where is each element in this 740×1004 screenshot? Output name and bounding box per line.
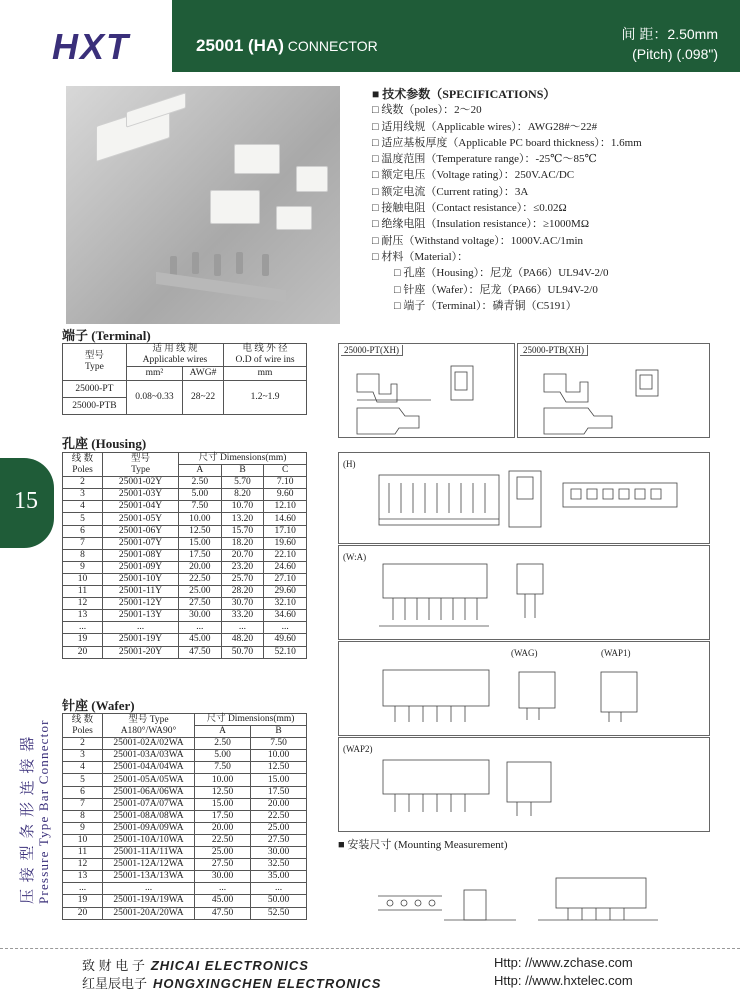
table-cell: 9.60 xyxy=(264,489,307,501)
table-row xyxy=(63,798,307,810)
title-main: 25001 (HA) xyxy=(196,36,284,55)
mounting-heading: ■ 安装尺寸 (Mounting Measurement) xyxy=(338,839,508,851)
table-row xyxy=(63,786,307,798)
table-cell: 12 xyxy=(63,598,103,610)
side-caption xyxy=(4,690,54,910)
terminal-heading: 端子 (Terminal) xyxy=(62,328,151,343)
wafer-table: 线 数 Poles 型号 Type A180°/WA90° 尺寸 Dimensions(mm) A B 2 25001-02A/02WA 2.50 7.50 3 25001-03A/03WA 5.00 10.00 4 25001-04A/04WA 7.50 12.50 5 25001-05A/05WA 10.00 15.00 6 25001-06A/06WA 12.50 17.50 7 25001-07A/07WA 15.00 20.00 8 25001-08A/08WA 17.50 22.50 9 25001-09A/09WA 20.00 25.00 10 25001-10A/10WA 22.50 27.50 11 25001-11A/11WA 25.00 30.00 12 25001-12A/12WA 27.50 32.50 13 25001-13A/13WA 30.00 35.00 ... ... ... ... 19 25001-19A/19WA 45.00 50.00 20 25001-20A/20WA 47.50 52.50 xyxy=(62,713,307,920)
pitch-spec xyxy=(622,24,718,64)
table-cell: 25.00 xyxy=(179,586,222,598)
table-cell: 33.20 xyxy=(221,610,264,622)
table-row xyxy=(63,871,307,883)
drawing-wap1-label: (WAP1) xyxy=(601,648,631,658)
table-cell: 3 xyxy=(63,489,103,501)
table-row xyxy=(63,774,307,786)
table-cell: 25001-12A/12WA xyxy=(103,859,195,871)
table-cell: 25001-13Y xyxy=(103,610,179,622)
table-cell: 10 xyxy=(63,573,103,585)
table-cell: 13 xyxy=(63,610,103,622)
table-row xyxy=(63,907,307,919)
page-header xyxy=(0,0,740,72)
table-cell: 2.50 xyxy=(179,477,222,489)
drawing-wa-label: (W:A) xyxy=(343,552,367,562)
housing-table: 线 数 Poles 型号 Type 尺寸 Dimensions(mm) A B C 2 25001-02Y 2.50 5.70 7.10 3 25001-03Y 5.00 8.20 9.60 4 25001-04Y 7.50 10.70 12.10 5 25001-05Y 10.00 13.20 14.60 6 25001-06Y 12.50 15.70 17.10 7 25001-07Y 15.00 18.20 19.60 8 25001-08Y 17.50 20.70 22.10 9 25001-09Y 20.00 23.20 24.60 10 25001-10Y 22.50 25.70 27.10 11 25001-11Y 25.00 28.20 29.60 12 25001-12Y 27.50 30.70 32.10 13 25001-13Y 30.00 33.20 34.60 ... ... ... ... ... 19 25001-19Y 45.00 48.20 49.60 20 25001-20Y 47.50 50.70 52.10 xyxy=(62,452,307,659)
table-row xyxy=(63,810,307,822)
table-cell: 45.00 xyxy=(195,895,251,907)
side-caption-en: Pressure Type Bar Connector xyxy=(36,719,51,904)
table-row xyxy=(63,501,307,513)
table-cell: 25001-11A/11WA xyxy=(103,847,195,859)
table-cell: 25001-03A/03WA xyxy=(103,750,195,762)
drawing-ptb-svg xyxy=(518,344,709,437)
table-cell: 25001-20Y xyxy=(103,646,179,658)
wafer-heading: 针座 (Wafer) xyxy=(62,698,135,713)
spec-item: □ 绝缘电阻（Insulation resistance）：≥1000MΩ xyxy=(372,218,590,231)
drawing-wap2-svg xyxy=(339,738,709,831)
table-cell: 47.50 xyxy=(195,907,251,919)
table-cell: 5 xyxy=(63,774,103,786)
material-item: □ 孔座（Housing）：尼龙（PA66）UL94V-2/0 xyxy=(394,267,609,280)
table-cell: 12.10 xyxy=(264,501,307,513)
page-number: 15 xyxy=(14,488,38,514)
table-cell: 25.70 xyxy=(221,573,264,585)
table-cell: 20 xyxy=(63,907,103,919)
table-cell: 10.00 xyxy=(195,774,251,786)
terminal-table: 型号 Type 适 用 线 规 Applicable wires 电 线 外 径 O.D of wire ins mm² AWG# mm 25000-PT 0.08~0.33 28~22 1.2~1.9 25000-PTB xyxy=(62,343,307,415)
table-cell: 32.10 xyxy=(264,598,307,610)
drawing-housing xyxy=(338,452,710,544)
table-cell: ... xyxy=(63,622,103,634)
title-sub: CONNECTOR xyxy=(283,38,378,54)
pitch-en: (Pitch) (.098") xyxy=(632,46,718,62)
table-cell: 11 xyxy=(63,847,103,859)
table-cell: 25001-20A/20WA xyxy=(103,907,195,919)
table-cell: 25001-05A/05WA xyxy=(103,774,195,786)
table-cell: 25001-07Y xyxy=(103,537,179,549)
page-footer xyxy=(0,948,740,1004)
table-cell: 25001-04A/04WA xyxy=(103,762,195,774)
table-row xyxy=(63,573,307,585)
pitch-cn: 间 距：2.50mm xyxy=(621,26,718,42)
table-cell: 20.70 xyxy=(221,549,264,561)
mounting-svg xyxy=(338,852,710,942)
drawing-h-svg xyxy=(339,453,709,543)
table-cell: 48.20 xyxy=(221,634,264,646)
table-cell: 25001-11Y xyxy=(103,586,179,598)
table-cell: 8 xyxy=(63,810,103,822)
table-cell: 5.00 xyxy=(195,750,251,762)
table-cell: 52.10 xyxy=(264,646,307,658)
side-caption-cn: 压 接 型 条 形 连 接 器 xyxy=(20,735,36,904)
table-cell: ... xyxy=(251,883,307,895)
table-cell: ... xyxy=(63,883,103,895)
drawing-h-label: (H) xyxy=(343,459,356,469)
website-link-1[interactable]: Http: //www.zchase.com xyxy=(494,955,633,970)
drawing-ptb xyxy=(517,343,710,438)
drawing-wa-svg xyxy=(339,546,709,639)
table-row xyxy=(63,477,307,489)
table-cell: 25001-08Y xyxy=(103,549,179,561)
table-row xyxy=(63,537,307,549)
table-row xyxy=(63,525,307,537)
table-cell: 47.50 xyxy=(179,646,222,658)
table-cell: 50.70 xyxy=(221,646,264,658)
table-cell: 4 xyxy=(63,762,103,774)
table-cell: 20.00 xyxy=(195,822,251,834)
table-row xyxy=(63,895,307,907)
table-cell: 13.20 xyxy=(221,513,264,525)
table-cell: ... xyxy=(179,622,222,634)
table-cell: 10.00 xyxy=(179,513,222,525)
table-row xyxy=(63,834,307,846)
table-cell: 5.00 xyxy=(179,489,222,501)
table-row xyxy=(63,859,307,871)
table-cell: 24.60 xyxy=(264,561,307,573)
table-cell: 9 xyxy=(63,561,103,573)
spec-item: □ 适应基板厚度（Applicable PC board thickness）：1.6mm xyxy=(372,136,642,149)
table-cell: 7 xyxy=(63,537,103,549)
table-cell: 2.50 xyxy=(195,738,251,750)
table-cell: 15.00 xyxy=(251,774,307,786)
table-cell: 25001-19Y xyxy=(103,634,179,646)
table-row xyxy=(63,549,307,561)
table-cell: 6 xyxy=(63,786,103,798)
drawing-pt-svg xyxy=(339,344,514,437)
table-cell: 10.00 xyxy=(251,750,307,762)
table-cell: 22.10 xyxy=(264,549,307,561)
table-cell: 25001-02Y xyxy=(103,477,179,489)
table-cell: 25001-02A/02WA xyxy=(103,738,195,750)
table-cell: 12 xyxy=(63,859,103,871)
brand-logo: HXT xyxy=(52,26,130,67)
table-cell: 11 xyxy=(63,586,103,598)
table-cell: 15.00 xyxy=(179,537,222,549)
table-cell: 12.50 xyxy=(251,762,307,774)
table-cell: 25001-05Y xyxy=(103,513,179,525)
table-row xyxy=(63,738,307,750)
table-cell: ... xyxy=(195,883,251,895)
table-cell: ... xyxy=(221,622,264,634)
table-cell: 45.00 xyxy=(179,634,222,646)
table-cell: 14.60 xyxy=(264,513,307,525)
table-cell: 6 xyxy=(63,525,103,537)
table-cell: 25001-19A/19WA xyxy=(103,895,195,907)
table-cell: 19.60 xyxy=(264,537,307,549)
table-row xyxy=(63,586,307,598)
table-cell: 28.20 xyxy=(221,586,264,598)
table-cell: 30.00 xyxy=(251,847,307,859)
table-cell: 23.20 xyxy=(221,561,264,573)
spec-item: □ 线数（poles）：2～20 xyxy=(372,104,482,117)
drawing-ptb-label: 25000-PTB(XH) xyxy=(520,345,588,356)
table-cell: 19 xyxy=(63,895,103,907)
table-cell: 10.70 xyxy=(221,501,264,513)
table-cell: 19 xyxy=(63,634,103,646)
table-cell: 35.00 xyxy=(251,871,307,883)
table-cell: 8.20 xyxy=(221,489,264,501)
table-cell: 12.50 xyxy=(195,786,251,798)
table-cell: 3 xyxy=(63,750,103,762)
product-photo xyxy=(66,86,340,324)
table-cell: 9 xyxy=(63,822,103,834)
table-cell: 20.00 xyxy=(251,798,307,810)
table-cell: 20 xyxy=(63,646,103,658)
table-cell: 17.50 xyxy=(179,549,222,561)
table-cell: 25001-09Y xyxy=(103,561,179,573)
table-cell: 15.70 xyxy=(221,525,264,537)
table-cell: 25001-07A/07WA xyxy=(103,798,195,810)
table-row xyxy=(63,847,307,859)
drawing-wap2-label: (WAP2) xyxy=(343,744,373,754)
table-row xyxy=(63,634,307,646)
table-cell: 49.60 xyxy=(264,634,307,646)
table-cell: 2 xyxy=(63,738,103,750)
table-cell: 25001-10A/10WA xyxy=(103,834,195,846)
spec-item: □ 接触电阻（Contact resistance）：≤0.02Ω xyxy=(372,202,567,215)
table-row xyxy=(63,750,307,762)
table-row xyxy=(63,513,307,525)
table-cell: 5 xyxy=(63,513,103,525)
table-cell: 7.50 xyxy=(179,501,222,513)
table-cell: 7 xyxy=(63,798,103,810)
table-cell: 18.20 xyxy=(221,537,264,549)
table-row xyxy=(63,598,307,610)
table-cell: 25001-09A/09WA xyxy=(103,822,195,834)
table-cell: 34.60 xyxy=(264,610,307,622)
table-row xyxy=(63,883,307,895)
table-cell: ... xyxy=(103,883,195,895)
drawing-wap2 xyxy=(338,737,710,832)
spec-item: □ 适用线规（Applicable wires）：AWG28#～22# xyxy=(372,120,598,133)
table-cell: 25001-12Y xyxy=(103,598,179,610)
table-cell: 15.00 xyxy=(195,798,251,810)
table-cell: 12.50 xyxy=(179,525,222,537)
page-number-tab xyxy=(0,458,54,548)
table-cell: 25001-04Y xyxy=(103,501,179,513)
table-row xyxy=(63,622,307,634)
table-cell: 30.00 xyxy=(179,610,222,622)
mounting-section xyxy=(338,836,710,944)
website-link-2[interactable]: Http: //www.hxtelec.com xyxy=(494,973,633,988)
table-cell: 17.50 xyxy=(251,786,307,798)
specs-heading: ■ 技术参数（SPECIFICATIONS） xyxy=(372,87,556,101)
material-item: □ 端子（Terminal）：磷青铜（C5191） xyxy=(394,299,577,312)
table-cell: 7.10 xyxy=(264,477,307,489)
table-cell: 25001-08A/08WA xyxy=(103,810,195,822)
table-cell: 17.50 xyxy=(195,810,251,822)
table-cell: 52.50 xyxy=(251,907,307,919)
table-cell: 29.60 xyxy=(264,586,307,598)
table-row xyxy=(63,762,307,774)
specifications xyxy=(372,86,732,314)
table-cell: ... xyxy=(264,622,307,634)
page-title xyxy=(196,36,378,56)
table-cell: 13 xyxy=(63,871,103,883)
table-cell: 30.00 xyxy=(195,871,251,883)
spec-item: □ 额定电压（Voltage rating）：250V.AC/DC xyxy=(372,169,575,182)
table-cell: 7.50 xyxy=(195,762,251,774)
table-cell: 27.50 xyxy=(251,834,307,846)
table-cell: 8 xyxy=(63,549,103,561)
table-cell: 27.50 xyxy=(195,859,251,871)
table-cell: 22.50 xyxy=(251,810,307,822)
table-cell: 25001-10Y xyxy=(103,573,179,585)
table-row xyxy=(63,646,307,658)
table-cell: 50.00 xyxy=(251,895,307,907)
table-cell: 2 xyxy=(63,477,103,489)
table-cell: 22.50 xyxy=(179,573,222,585)
drawing-wag-label: (WAG) xyxy=(511,648,538,658)
table-cell: 5.70 xyxy=(221,477,264,489)
spec-item: □ 材料（Material）： xyxy=(372,250,469,263)
table-row xyxy=(63,489,307,501)
table-cell: 27.50 xyxy=(179,598,222,610)
table-cell: 4 xyxy=(63,501,103,513)
material-item: □ 针座（Wafer）：尼龙（PA66）UL94V-2/0 xyxy=(394,283,598,296)
table-cell: 7.50 xyxy=(251,738,307,750)
table-cell: 32.50 xyxy=(251,859,307,871)
drawing-wag xyxy=(338,641,710,736)
drawing-wa xyxy=(338,545,710,640)
table-cell: 25001-06A/06WA xyxy=(103,786,195,798)
table-row xyxy=(63,822,307,834)
table-cell: 22.50 xyxy=(195,834,251,846)
drawing-pt xyxy=(338,343,515,438)
spec-item: □ 温度范围（Temperature range）：-25℃～85℃ xyxy=(372,153,597,166)
table-row xyxy=(63,610,307,622)
table-cell: 27.10 xyxy=(264,573,307,585)
table-cell: 25.00 xyxy=(195,847,251,859)
spec-item: □ 耐压（Withstand voltage）：1000V.AC/1min xyxy=(372,234,584,247)
table-cell: 25001-03Y xyxy=(103,489,179,501)
table-cell: 25.00 xyxy=(251,822,307,834)
company-2: 红星辰电子 HONGXINGCHEN ELECTRONICS xyxy=(82,976,382,991)
table-cell: 20.00 xyxy=(179,561,222,573)
spec-item: □ 额定电流（Current rating）：3A xyxy=(372,185,529,198)
table-cell: ... xyxy=(103,622,179,634)
table-row xyxy=(63,561,307,573)
table-cell: 25001-06Y xyxy=(103,525,179,537)
drawing-pt-label: 25000-PT(XH) xyxy=(341,345,403,356)
table-cell: 25001-13A/13WA xyxy=(103,871,195,883)
table-cell: 30.70 xyxy=(221,598,264,610)
table-cell: 10 xyxy=(63,834,103,846)
drawing-wag-svg xyxy=(339,642,709,735)
housing-heading: 孔座 (Housing) xyxy=(62,436,147,451)
table-cell: 17.10 xyxy=(264,525,307,537)
company-1: 致 财 电 子 ZHICAI ELECTRONICS xyxy=(82,958,309,973)
